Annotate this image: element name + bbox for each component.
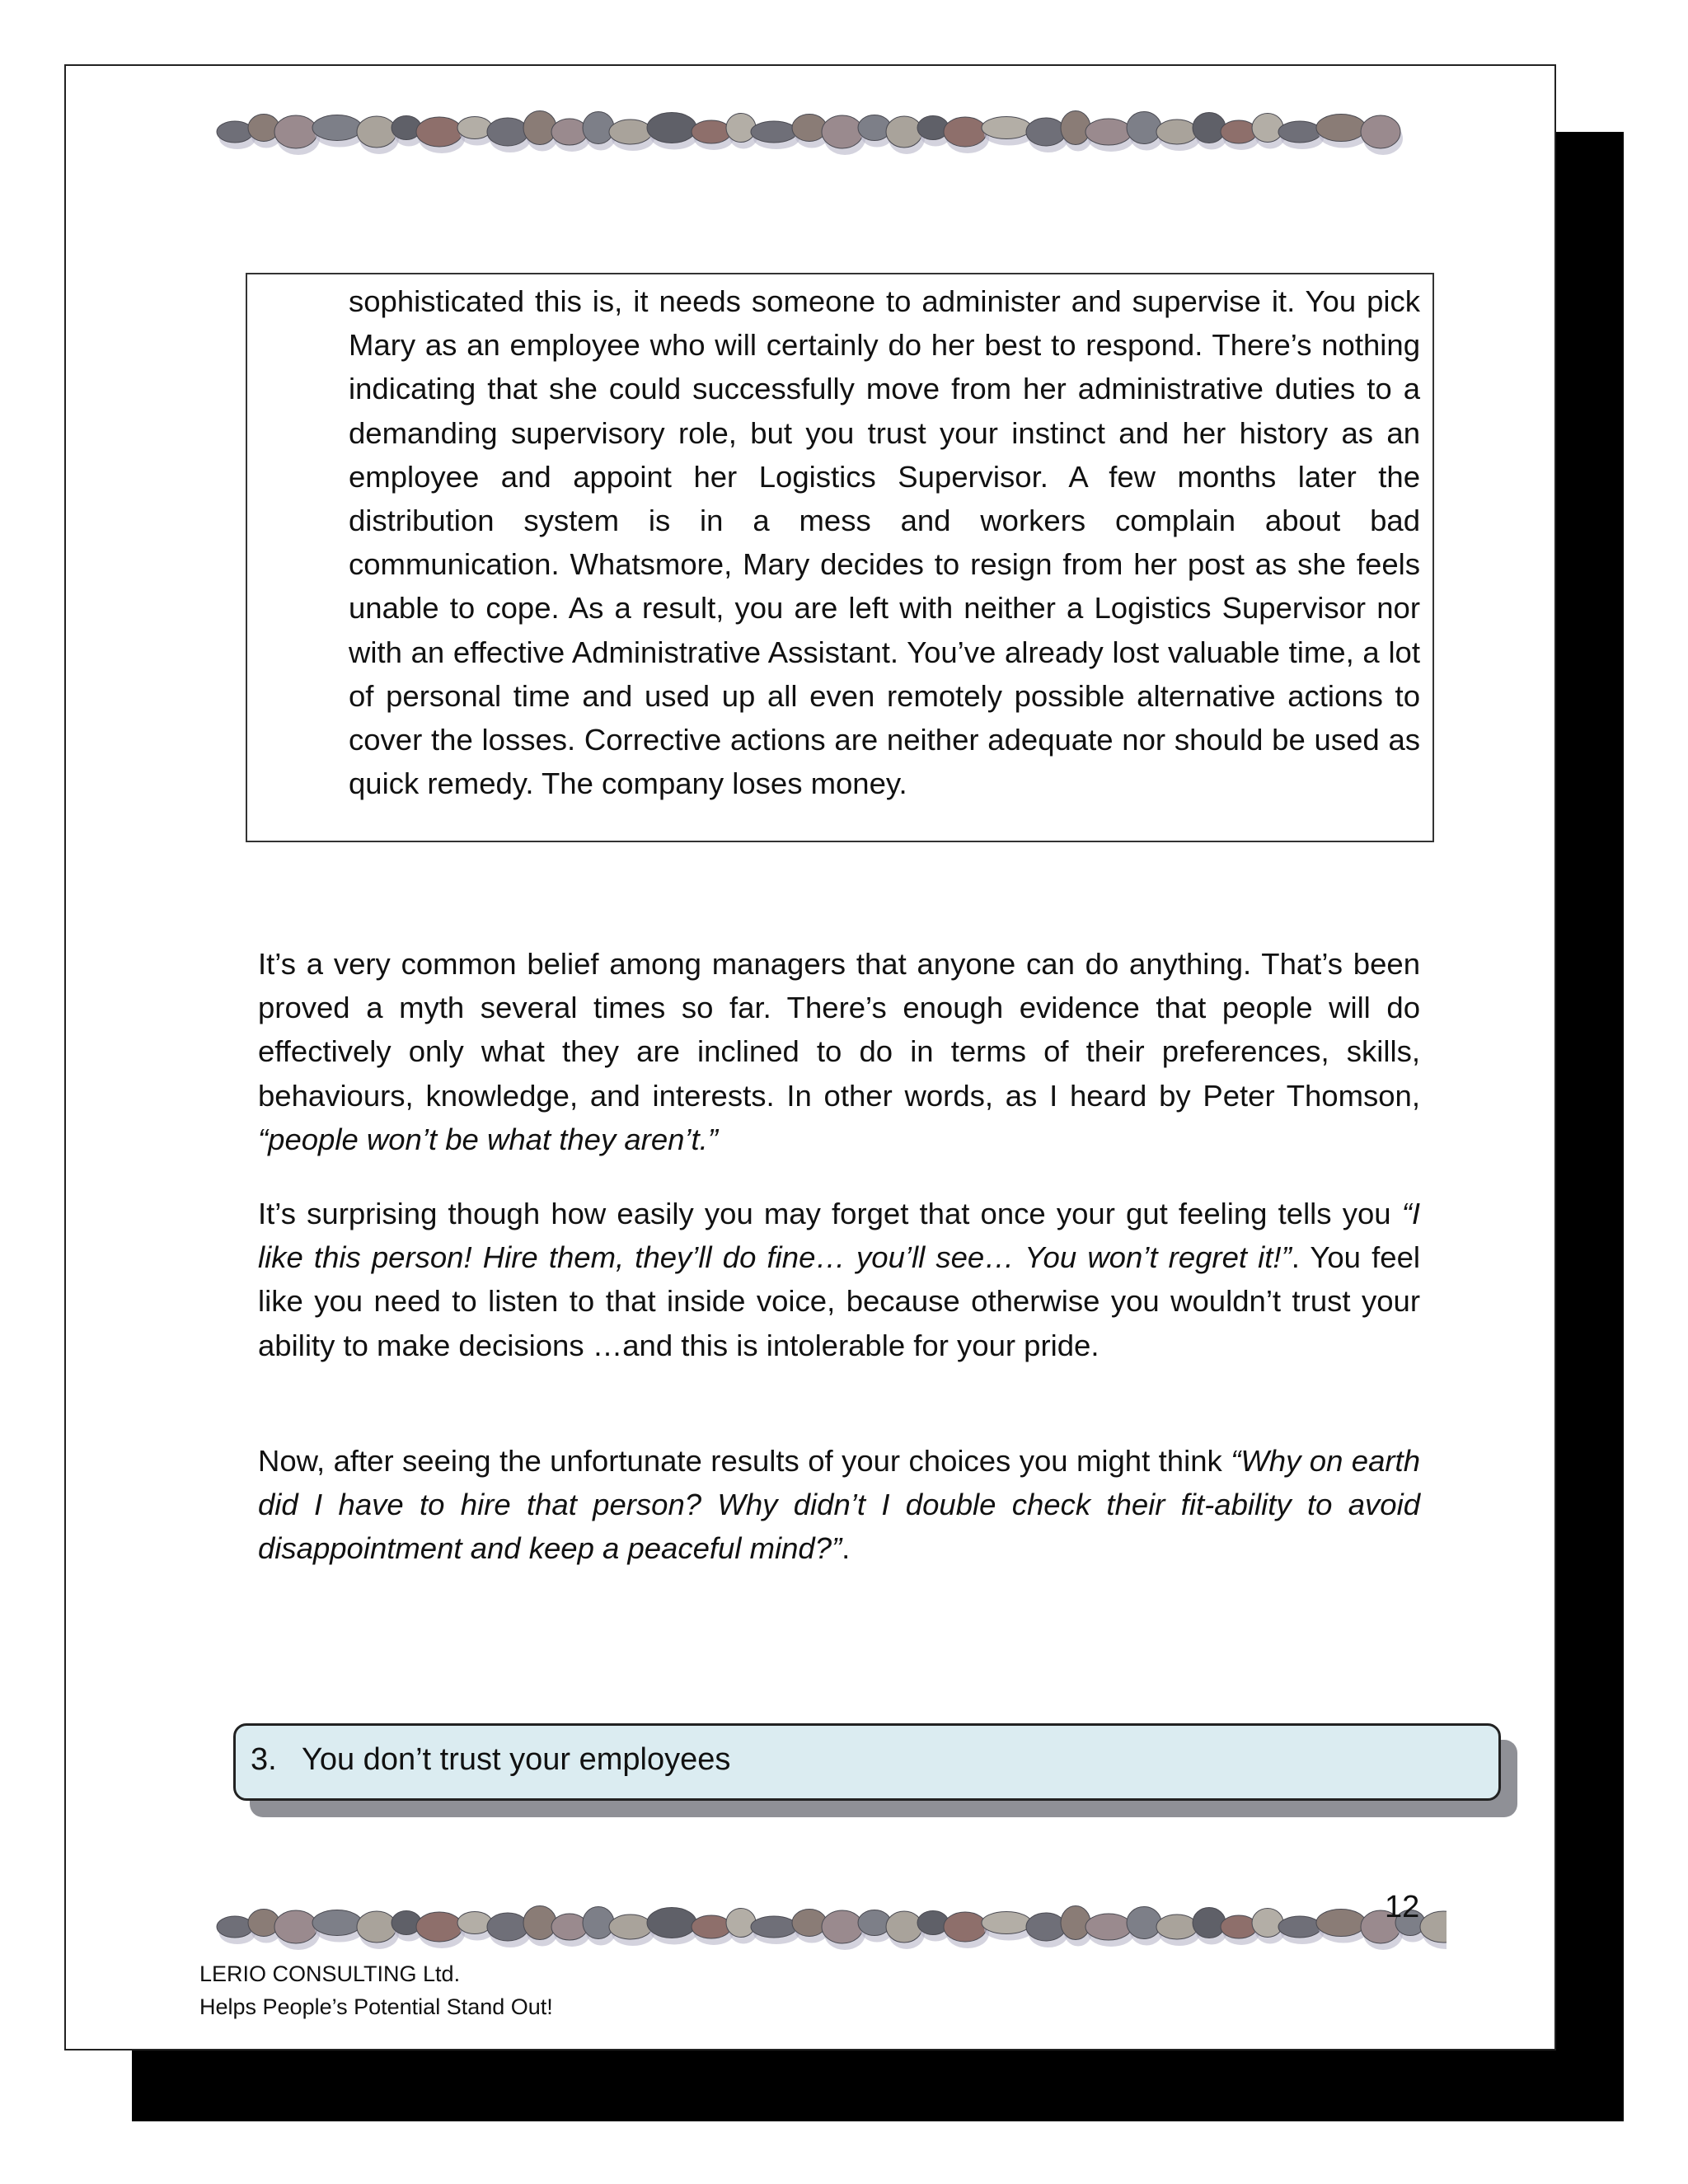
pebble	[726, 114, 756, 143]
pebble	[583, 112, 614, 144]
pebble	[1026, 1913, 1066, 1941]
pebble	[523, 1906, 556, 1940]
pebble	[1127, 1907, 1161, 1939]
pebble	[312, 115, 362, 141]
pebble	[1252, 114, 1283, 143]
pebble	[1278, 1916, 1321, 1938]
pebble	[751, 121, 797, 143]
pebble	[1061, 1906, 1090, 1940]
pebble	[944, 1912, 987, 1942]
pebble	[487, 118, 528, 146]
pebble	[1221, 1915, 1257, 1938]
paragraph-1-text: It’s a very common belief among managers that anyone can do anything. That’s been proved a myth several times so far. There’s enough evidence that people will do effectively only what they are inclined to do in terms of their preferences, skills, behaviours, knowledge, and interests. In other words, as I heard by Peter Thomson,	[258, 947, 1420, 1113]
pebble	[357, 116, 396, 148]
page-number: 12	[1385, 1890, 1420, 1924]
pebble	[1061, 111, 1090, 145]
pebble	[751, 1916, 797, 1938]
pebble	[917, 116, 949, 140]
footer-tagline: Helps People’s Potential Stand Out!	[199, 1994, 553, 2019]
pebble	[792, 1910, 827, 1937]
pebble	[583, 1907, 614, 1939]
pebble	[457, 1912, 492, 1934]
pebble	[416, 1912, 462, 1942]
pebble	[1278, 121, 1321, 143]
paragraph-1-quote: “people won’t be what they aren’t.”	[258, 1122, 718, 1156]
pebble	[858, 115, 891, 141]
pebble	[1252, 1909, 1283, 1938]
pebble	[416, 117, 462, 147]
pebble	[692, 1915, 731, 1938]
section-heading-title: You don’t trust your employees	[302, 1742, 731, 1777]
pebble	[726, 1909, 756, 1938]
pebble	[274, 1910, 317, 1943]
pebble	[551, 1914, 588, 1940]
pebble	[886, 116, 922, 148]
example-box-text: sophisticated this is, it needs someone to administer and supervise it. You pick Mary as an employee who will certainly do her best to respond. There’s nothing indicating that she could successfully move from her administrative duties to a demanding supervisory role, but you trust your instinct and her history as an employee and appoint her Logistics Supervisor. A few months later the distribution system is in a mess and workers complain about bad communication. Whatsmore, Mary decides to resign from her post as she feels unable to cope. As a result, you are left with neither a Logistics Supervisor nor with an effective Administrative Assistant. You’ve already lost valuable time, a lot of personal time and used up all even remotely possible alternative actions to cover the losses. Corrective actions are neither adequate nor should be used as quick remedy. The company loses money.	[349, 284, 1420, 801]
pebble	[822, 1910, 863, 1943]
pebble	[609, 120, 652, 144]
paragraph-3-text: Now, after seeing the unfortunate results of your choices you might think	[258, 1444, 1231, 1478]
pebble	[357, 1911, 396, 1943]
pebble	[822, 115, 863, 148]
pebble	[1193, 113, 1226, 143]
pebble	[944, 117, 987, 147]
paragraph-2-text: It’s surprising though how easily you may forget that once your gut feeling tells you	[258, 1197, 1402, 1230]
top-pebble-border	[210, 97, 1405, 157]
pebble	[858, 1910, 891, 1936]
section-heading	[233, 1723, 1501, 1801]
pebble	[217, 121, 253, 143]
pebble	[1085, 1914, 1132, 1940]
pebble	[1316, 1910, 1366, 1937]
pebble	[1221, 120, 1257, 143]
pebble	[1026, 118, 1066, 146]
pebble	[1193, 1908, 1226, 1938]
pebble	[274, 115, 317, 148]
paragraph-1	[258, 942, 1420, 1161]
pebble	[792, 115, 827, 142]
pebble	[609, 1915, 652, 1939]
example-box	[246, 273, 1434, 842]
pebble	[487, 1913, 528, 1941]
pebble	[1316, 115, 1366, 142]
bottom-pebble-border	[210, 1892, 1447, 1952]
pebble	[312, 1910, 362, 1936]
pebble	[1085, 119, 1132, 145]
pebble	[647, 113, 696, 143]
pebble	[982, 117, 1031, 139]
section-heading-number: 3.	[251, 1742, 277, 1777]
footer-company-name: LERIO CONSULTING Ltd.	[199, 1961, 461, 1986]
pebble	[457, 117, 492, 139]
paragraph-3-quote: “Why on earth did I have to hire that person? Why didn’t I double check their fit-ability to avoid disappointment and keep a peaceful mind?”	[258, 1444, 1420, 1566]
pebble	[917, 1911, 949, 1935]
pebble	[1127, 112, 1161, 144]
paragraph-2-after: . You feel like you need to listen to that inside voice, because otherwise you wouldn’t trust your ability to make decisions …and this is intolerable for your pride.	[258, 1240, 1420, 1362]
pebble	[551, 119, 588, 145]
pebble	[217, 1916, 253, 1938]
paragraph-2-quote: “I like this person! Hire them, they’ll do fine… you’ll see… You won’t regret it!”	[258, 1197, 1420, 1275]
paragraph-3	[258, 1439, 1420, 1571]
pebble-row	[210, 97, 1405, 157]
pebble-row	[210, 1892, 1447, 1952]
paragraph-3-after: .	[842, 1531, 851, 1566]
pebble	[886, 1911, 922, 1943]
pebble	[647, 1908, 696, 1938]
pebble	[1361, 115, 1400, 148]
pebble	[523, 111, 556, 145]
paragraph-2	[258, 1192, 1420, 1367]
pebble	[1156, 120, 1198, 144]
pebble	[982, 1912, 1031, 1934]
pebble	[1156, 1915, 1198, 1939]
pebble	[692, 120, 731, 143]
